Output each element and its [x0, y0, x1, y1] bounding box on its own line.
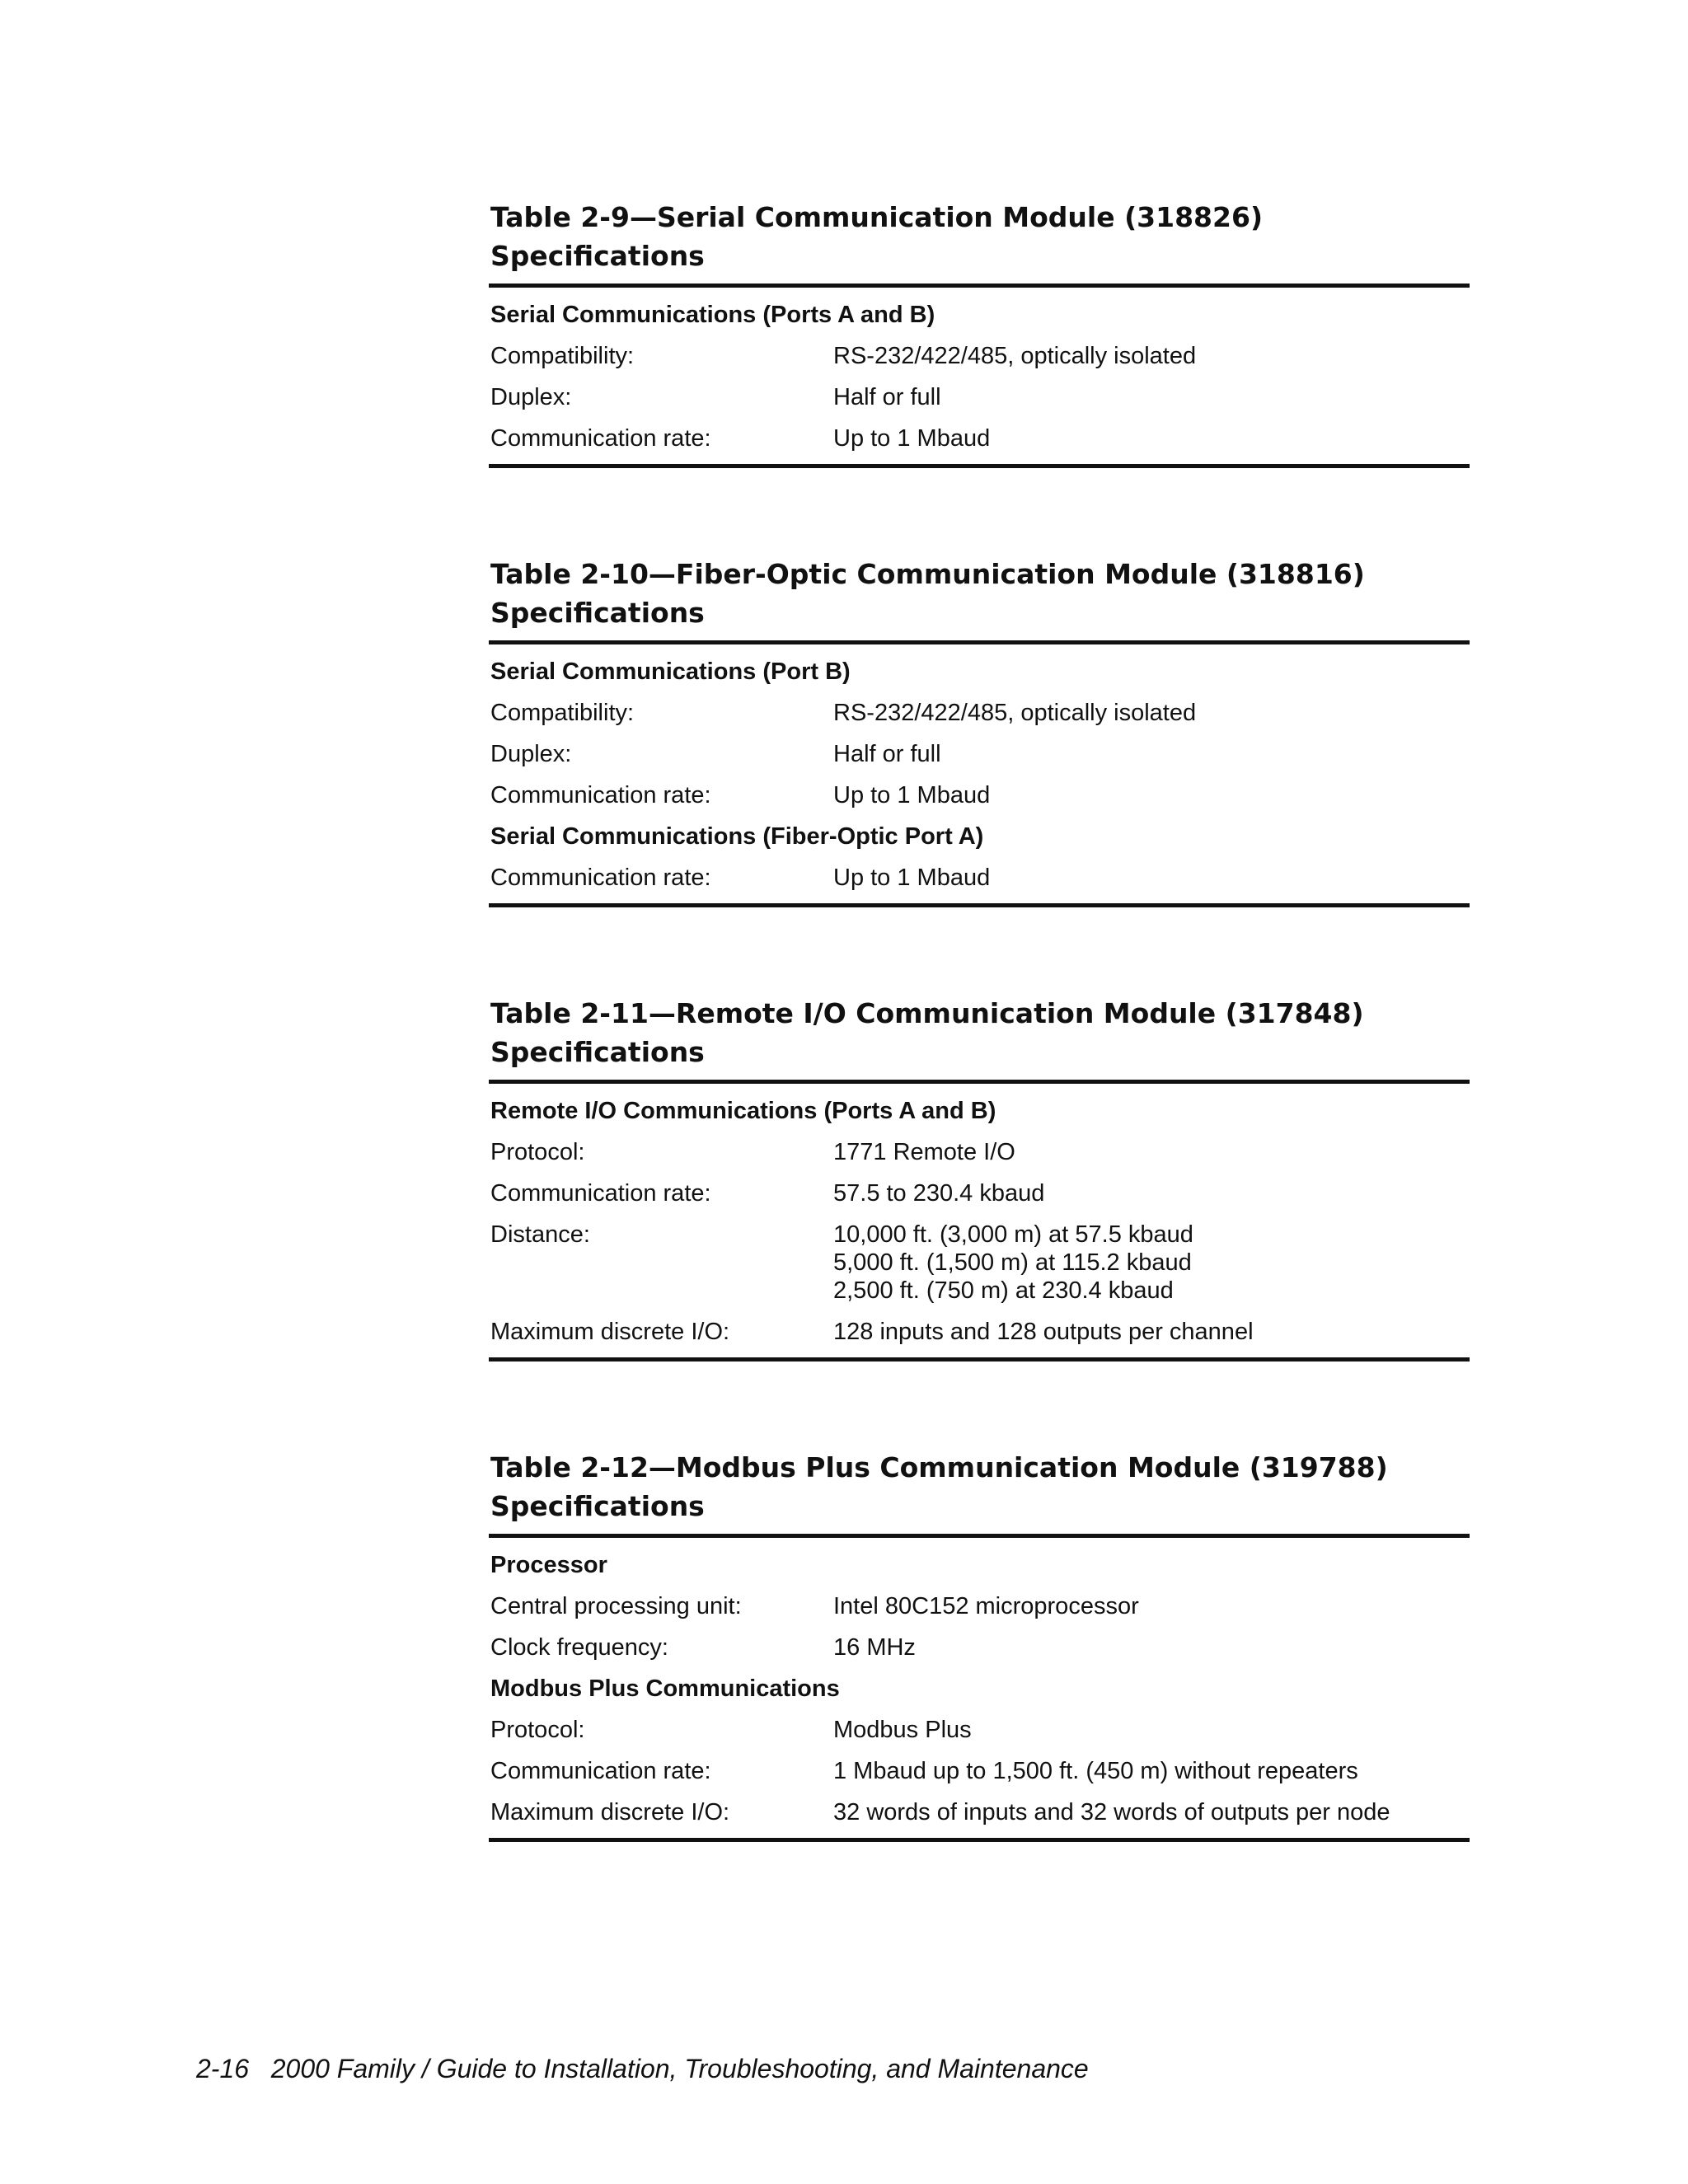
section-heading: Serial Communications (Port B) — [490, 658, 851, 685]
page-number: 2-16 — [196, 2054, 250, 2083]
spec-label: Communication rate: — [490, 425, 711, 452]
page-footer — [196, 2052, 1089, 2085]
table-body — [489, 640, 1470, 907]
table-row — [489, 377, 1470, 418]
spec-value — [833, 1798, 1470, 1826]
spec-label: Duplex: — [490, 741, 572, 767]
section-heading: Modbus Plus Communications — [490, 1675, 840, 1702]
spec-value-line: 2,500 ft. (750 m) at 230.4 kbaud — [833, 1277, 1174, 1304]
section-heading: Remote I/O Communications (Ports A and B) — [490, 1098, 996, 1124]
table-row — [489, 335, 1470, 377]
spec-value-line: 5,000 ft. (1,500 m) at 115.2 kbaud — [833, 1249, 1192, 1276]
spec-value-line: 57.5 to 230.4 kbaud — [833, 1180, 1045, 1207]
spec-value — [833, 864, 1470, 892]
spec-value — [833, 781, 1470, 809]
section-heading: Serial Communications (Ports A and B) — [490, 302, 935, 328]
spec-value-line: Half or full — [833, 741, 941, 767]
table-row — [489, 1132, 1470, 1173]
spec-value-line: 10,000 ft. (3,000 m) at 57.5 kbaud — [833, 1221, 1193, 1248]
spec-value-line: Up to 1 Mbaud — [833, 425, 991, 452]
table-row — [489, 857, 1470, 898]
table-row — [489, 1173, 1470, 1214]
spec-label: Communication rate: — [490, 782, 711, 808]
spec-label: Protocol: — [490, 1717, 585, 1743]
spec-value — [833, 699, 1470, 727]
table-row — [489, 1627, 1470, 1668]
spec-value-line: 32 words of inputs and 32 words of outputs per node — [833, 1799, 1390, 1825]
spec-value-line: Modbus Plus — [833, 1717, 972, 1743]
table-title: Table 2-12—Modbus Plus Communication Module (319788) Specifications — [490, 1451, 1388, 1522]
spec-value — [833, 383, 1470, 411]
table-row — [489, 1586, 1470, 1627]
spec-value — [833, 1179, 1470, 1207]
spec-value — [833, 1318, 1470, 1346]
table-title: Table 2-11—Remote I/O Communication Module (317848) Specifications — [490, 997, 1364, 1068]
spec-value-line: 128 inputs and 128 outputs per channel — [833, 1319, 1254, 1345]
spec-value — [833, 1138, 1470, 1166]
spec-value-line: Up to 1 Mbaud — [833, 782, 991, 808]
spec-label: Protocol: — [490, 1139, 585, 1165]
table-row — [489, 1709, 1470, 1750]
spec-value — [833, 342, 1470, 370]
footer-text: 2000 Family / Guide to Installation, Troubleshooting, and Maintenance — [270, 2054, 1089, 2083]
spec-value — [833, 1757, 1470, 1785]
spec-label: Central processing unit: — [490, 1593, 742, 1619]
table-row — [489, 775, 1470, 816]
spec-value-line: 16 MHz — [833, 1634, 916, 1661]
spec-table — [489, 555, 1470, 907]
spec-value-line: Intel 80C152 microprocessor — [833, 1593, 1139, 1619]
section-heading: Serial Communications (Fiber-Optic Port A) — [490, 823, 984, 850]
spec-label: Communication rate: — [490, 1180, 711, 1207]
table-row — [489, 733, 1470, 775]
spec-label: Duplex: — [490, 384, 572, 410]
spec-value — [833, 1592, 1470, 1620]
spec-value — [833, 1221, 1470, 1305]
table-row — [489, 692, 1470, 733]
spec-table — [489, 198, 1470, 468]
spec-table — [489, 994, 1470, 1361]
table-title: Table 2-10—Fiber-Optic Communication Module (318816) Specifications — [490, 558, 1365, 629]
spec-value — [833, 1633, 1470, 1661]
spec-value — [833, 424, 1470, 452]
spec-label: Clock frequency: — [490, 1634, 668, 1661]
spec-label: Maximum discrete I/O: — [490, 1799, 730, 1825]
document-body — [489, 198, 1470, 1929]
spec-value-line: Up to 1 Mbaud — [833, 865, 991, 891]
spec-value-line: Half or full — [833, 384, 941, 410]
table-row — [489, 1792, 1470, 1833]
spec-label: Compatibility: — [490, 700, 635, 726]
table-row — [489, 1214, 1470, 1311]
table-row — [489, 1311, 1470, 1352]
spec-label: Distance: — [490, 1221, 590, 1248]
spec-label: Maximum discrete I/O: — [490, 1319, 730, 1345]
spec-value-line: 1 Mbaud up to 1,500 ft. (450 m) without repeaters — [833, 1758, 1358, 1784]
table-body — [489, 284, 1470, 468]
spec-label: Communication rate: — [490, 1758, 711, 1784]
section-heading: Processor — [490, 1552, 607, 1578]
spec-label: Compatibility: — [490, 343, 635, 369]
spec-value-line: RS-232/422/485, optically isolated — [833, 343, 1197, 369]
spec-value — [833, 740, 1470, 768]
spec-table — [489, 1448, 1470, 1842]
table-row — [489, 1750, 1470, 1792]
spec-value-line: RS-232/422/485, optically isolated — [833, 700, 1197, 726]
table-row — [489, 418, 1470, 459]
table-title: Table 2-9—Serial Communication Module (318826) Specifications — [490, 201, 1264, 272]
table-body — [489, 1534, 1470, 1842]
spec-value — [833, 1716, 1470, 1744]
table-body — [489, 1080, 1470, 1361]
spec-value-line: 1771 Remote I/O — [833, 1139, 1015, 1165]
spec-label: Communication rate: — [490, 865, 711, 891]
